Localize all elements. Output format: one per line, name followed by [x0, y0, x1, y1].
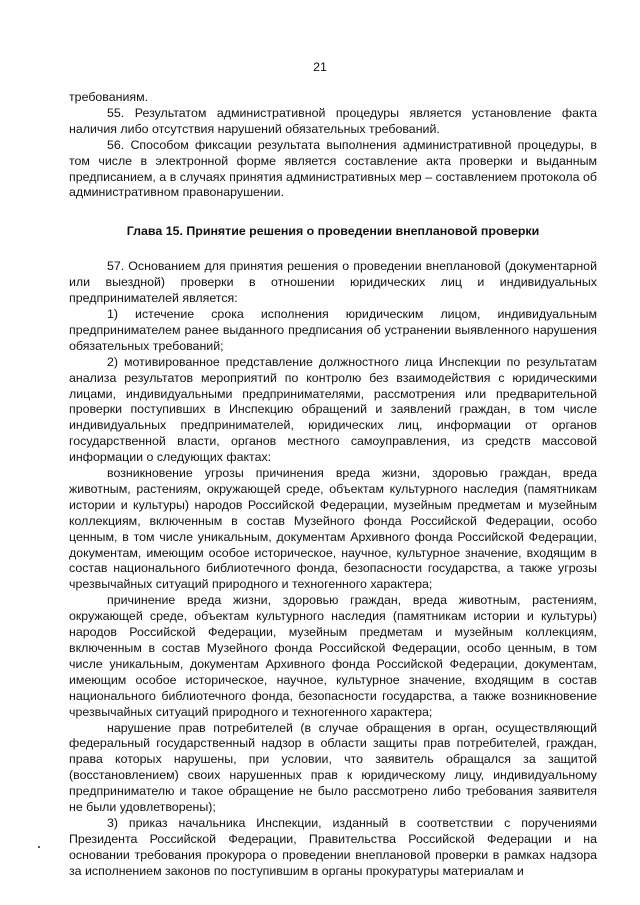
paragraph-continuation: требованиям. — [69, 90, 149, 104]
list-item-1: 1) истечение срока исполнения юридическим лицом, индивидуальным предпринимателем ранее выданного предписания об устранении выявленного нарушения обязательных требований; — [69, 306, 597, 353]
sub-item-consumer-rights: нарушение прав потребителей (в случае обращения в орган, осуществляющий федеральный государственный надзор в области защиты прав потребителей, граждан, права которых нарушены, при условии, что заявитель обращался за защитой (восстановлением) своих нарушенных прав к юридическому лицу, индивидуальному предпринимателю и такое обращение не было рассмотрено либо требования заявителя не были удовлетворены); — [69, 720, 597, 815]
list-item-3: 3) приказ начальника Инспекции, изданный в соответствии с поручениями Президента Российской Федерации, Правительства Российской Федерации и на основании требования прокурора о проведении внеплановой проверки в рамках надзора за исполнением законов по поступившим в органы прокуратуры материалам и — [69, 815, 597, 878]
list-item-2: 2) мотивированное представление должностного лица Инспекции по результатам анализа результатов мероприятий по контролю без взаимодействия с юридическими лицами, индивидуальными предпринимателями, рассмотрения или предварительной проверки поступивших в Инспекцию обращений и заявлений граждан, в том числе индивидуальных предпринимателей, юридических лиц, информации от органов государственной власти, органов местного самоуправления, из средств массовой информации о следующих фактах: — [69, 354, 597, 465]
paragraph-55: 55. Результатом административной процедуры является установление факта наличия либо отсутствия нарушений обязательных требований. — [69, 105, 597, 136]
document-body — [69, 90, 597, 880]
sub-item-threat: возникновение угрозы причинения вреда жизни, здоровью граждан, вреда животным, растениям, окружающей среде, объектам культурного наследия (памятникам истории и культуры) народов Российской Федерации, музейным предметам и музейным коллекциям, включенным в состав Музейного фонда Российской Федерации, особо ценным, в том числе уникальным, документам Архивного фонда Российской Федерации, документам, имеющим особое историческое, научное, культурное значение, входящим в состав национального библиотечного фонда, безопасности государства, а также угрозы чрезвычайных ситуаций природного и техногенного характера; — [69, 466, 597, 592]
paragraph-56: 56. Способом фиксации результата выполнения административной процедуры, в том числе в электронной форме является составление акта проверки и выданным предписанием, а в случаях принятия административных мер – составлением протокола об административном правонарушении. — [69, 137, 597, 200]
chapter-heading: Глава 15. Принятие решения о проведении внеплановой проверки — [126, 224, 540, 239]
sub-item-harm: причинение вреда жизни, здоровью граждан, вреда животным, растениям, окружающей среде, объектам культурного наследия (памятникам истории и культуры) народов Российской Федерации, музейным предметам и музейным коллекциям, включенным в состав Музейного фонда Российской Федерации, особо ценным, в том числе уникальным, документам Архивного фонда Российской Федерации, документам, имеющим особое историческое, научное, культурное значение, входящим в состав национального библиотечного фонда, безопасности государства, а также возникновение чрезвычайных ситуаций природного и техногенного характера; — [69, 593, 597, 719]
paragraph-57: 57. Основанием для принятия решения о проведении внеплановой (документарной или выездной) проверки в отношении юридических лиц и индивидуальных предпринимателей является: — [69, 259, 597, 306]
scan-artifact-dot — [38, 846, 40, 848]
page-number: 21 — [313, 60, 327, 74]
